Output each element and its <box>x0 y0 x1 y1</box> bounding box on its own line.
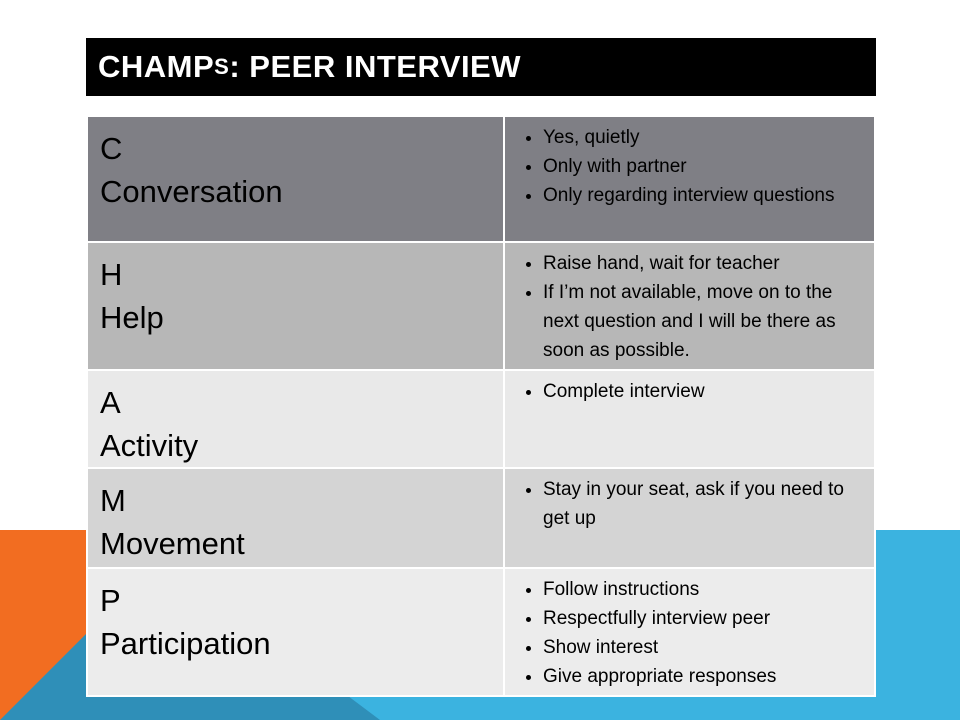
bullet-list <box>515 475 864 533</box>
table-row <box>87 568 875 696</box>
row-letter: H <box>100 257 123 292</box>
row-header-cell <box>87 370 504 468</box>
table-row <box>87 116 875 242</box>
list-item: • Yes, quietly <box>543 123 864 152</box>
table-row <box>87 242 875 370</box>
row-word: Participation <box>100 626 271 661</box>
list-item: • Only regarding interview questions <box>543 181 864 210</box>
row-word: Conversation <box>100 174 283 209</box>
title-small-s: S <box>214 54 230 79</box>
row-header-cell <box>87 242 504 370</box>
row-bullets-cell <box>504 370 875 468</box>
row-word: Activity <box>100 428 199 463</box>
row-word: Help <box>100 300 164 335</box>
row-letter: M <box>100 483 126 518</box>
title-part-2: : PEER INTERVIEW <box>229 49 521 84</box>
row-letter: P <box>100 583 121 618</box>
row-bullets-cell <box>504 116 875 242</box>
row-header-cell <box>87 116 504 242</box>
row-bullets-cell <box>504 242 875 370</box>
title-part-1: CHAMP <box>98 49 215 84</box>
row-letter: A <box>100 385 121 420</box>
row-bullets-cell <box>504 568 875 696</box>
bullet-list <box>515 123 864 210</box>
row-word: Movement <box>100 526 245 561</box>
table-row <box>87 468 875 568</box>
list-item: • Only with partner <box>543 152 864 181</box>
table-row <box>87 370 875 468</box>
bullet-list <box>515 249 864 365</box>
list-item: • Follow instructions <box>543 575 864 604</box>
row-bullets-cell <box>504 468 875 568</box>
slide-title <box>86 38 876 96</box>
champs-table <box>86 115 876 697</box>
list-item: • Give appropriate responses <box>543 662 864 691</box>
row-letter: C <box>100 131 123 166</box>
list-item: • Complete interview <box>543 377 864 406</box>
list-item: • Stay in your seat, ask if you need to get up <box>543 475 864 533</box>
row-header-cell <box>87 568 504 696</box>
list-item: • Raise hand, wait for teacher <box>543 249 864 278</box>
bullet-list <box>515 575 864 691</box>
row-header-cell <box>87 468 504 568</box>
list-item: • Respectfully interview peer <box>543 604 864 633</box>
list-item: • Show interest <box>543 633 864 662</box>
bullet-list <box>515 377 864 406</box>
list-item: • If I’m not available, move on to the next question and I will be there as soon as possible. <box>543 278 864 365</box>
